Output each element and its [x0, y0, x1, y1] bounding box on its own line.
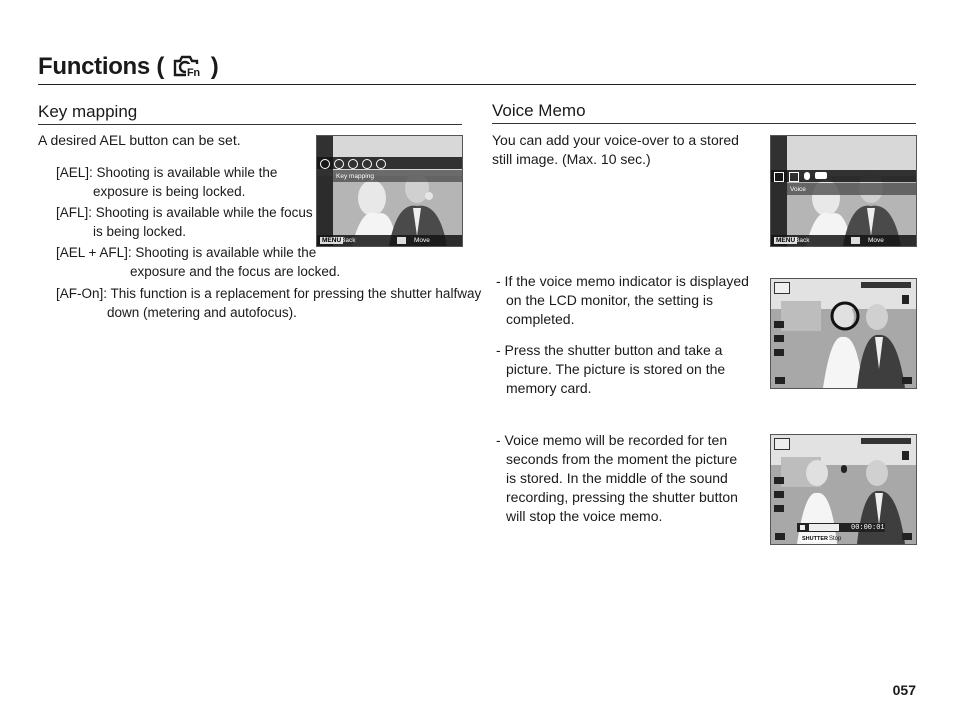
- voice-memo-divider: [492, 123, 916, 124]
- menu-icon: [775, 533, 785, 540]
- delete-icon: [902, 533, 912, 540]
- microphone-icon: [841, 465, 847, 473]
- menu-label-bar: [787, 183, 916, 195]
- option-icon[interactable]: [789, 172, 799, 182]
- intro-line2: still image. (Max. 10 sec.): [492, 151, 651, 167]
- bullet3-line2: seconds from the moment the picture: [506, 451, 738, 467]
- menu-label: Voice: [790, 186, 806, 193]
- delete-icon: [902, 377, 912, 384]
- bullet1-line3: completed.: [506, 311, 575, 327]
- menu-button[interactable]: MENU: [322, 237, 342, 244]
- back-label: Back: [341, 237, 356, 244]
- title-divider: [38, 84, 916, 85]
- ael-option-icon[interactable]: [320, 159, 330, 169]
- ael-line2: exposure is being locked.: [93, 184, 246, 199]
- wedding-photo: [771, 279, 916, 388]
- bullet3-line1: - Voice memo will be recorded for ten: [496, 432, 728, 448]
- option-icon[interactable]: [774, 172, 784, 182]
- status-icons: [861, 438, 911, 444]
- bullet3-line4: recording, pressing the shutter button: [506, 489, 738, 505]
- bullet3-line5: will stop the voice memo.: [506, 508, 663, 524]
- dpad-icon: [397, 237, 406, 244]
- back-label: Back: [795, 237, 810, 244]
- voice-memo-intro: [492, 131, 739, 169]
- microphone-icon[interactable]: [804, 172, 810, 180]
- mode-icon: [774, 282, 790, 294]
- voice-indicator-lcd-image: [770, 278, 917, 389]
- side-icon: [774, 335, 784, 342]
- intro-line1: You can add your voice-over to a stored: [492, 132, 739, 148]
- side-icon: [774, 477, 784, 484]
- af-on-option-icon[interactable]: [362, 159, 372, 169]
- key-mapping-heading: Key mapping: [38, 102, 138, 121]
- list-item-af-on: [56, 284, 481, 322]
- bullet-indicator: [496, 272, 749, 329]
- page-title: [38, 52, 218, 85]
- afl-line1: [AFL]: Shooting is available while the focus: [56, 205, 313, 220]
- bullet-take-picture: [496, 341, 725, 398]
- stop-label: Stop: [829, 536, 842, 542]
- title-prefix: Functions (: [38, 53, 165, 80]
- page-number: 057: [892, 682, 916, 698]
- bullet2-line1: - Press the shutter button and take a: [496, 342, 723, 358]
- list-item-ael-afl: [56, 243, 340, 281]
- bullet2-line2: picture. The picture is stored on the: [506, 361, 726, 377]
- af-on-line2: down (metering and autofocus).: [107, 305, 297, 320]
- svg-text:Fn: Fn: [187, 67, 201, 78]
- menu-icon: [775, 377, 785, 384]
- side-icon: [774, 505, 784, 512]
- title-suffix: ): [210, 53, 219, 80]
- option-5-icon[interactable]: [376, 159, 386, 169]
- mode-icon: [774, 438, 790, 450]
- move-label: Move: [414, 237, 430, 244]
- list-item-ael: [56, 163, 277, 201]
- shutter-button[interactable]: SHUTTER: [802, 536, 828, 542]
- record-icon: [800, 525, 805, 530]
- flash-icon: [902, 451, 909, 460]
- key-options: [320, 159, 386, 169]
- voice-memo-heading: Voice Memo: [492, 101, 586, 120]
- voice-options: [774, 172, 827, 182]
- dpad-icon: [851, 237, 860, 244]
- key-mapping-divider: [38, 124, 462, 125]
- voice-recording-lcd-image: [770, 434, 917, 545]
- key-mapping-intro: A desired AEL button can be set.: [38, 132, 241, 148]
- status-icons: [861, 282, 911, 288]
- bullet-recording: [496, 431, 738, 526]
- menu-button[interactable]: MENU: [776, 237, 796, 244]
- menu-label: Key mapping: [336, 173, 374, 180]
- move-label: Move: [868, 237, 884, 244]
- voice-menu-lcd-image: [770, 135, 917, 247]
- af-on-line1: [AF-On]: This function is a replacement for pressing the shutter halfway: [56, 286, 482, 301]
- wedding-photo: [317, 136, 462, 246]
- bullet2-line3: memory card.: [506, 380, 592, 396]
- ael-afl-line2: exposure and the focus are locked.: [130, 264, 341, 279]
- bullet1-line2: on the LCD monitor, the setting is: [506, 292, 713, 308]
- camera-fn-icon: [172, 52, 202, 85]
- off-icon[interactable]: [815, 172, 827, 179]
- key-mapping-lcd-image: [316, 135, 463, 247]
- progress-track: [809, 524, 839, 531]
- ael-line1: [AEL]: Shooting is available while the: [56, 165, 278, 180]
- left-icon-column: [771, 136, 787, 246]
- timer-display: 00:00:01: [851, 524, 885, 532]
- afl-line2: is being locked.: [93, 224, 187, 239]
- left-icon-column: [317, 136, 333, 246]
- flash-icon: [902, 295, 909, 304]
- afl-option-icon[interactable]: [334, 159, 344, 169]
- side-icon: [774, 349, 784, 356]
- side-icon: [774, 491, 784, 498]
- side-icon: [774, 321, 784, 328]
- list-item-afl: [56, 203, 313, 241]
- bullet1-line1: - If the voice memo indicator is displayed: [496, 273, 749, 289]
- ael-afl-option-icon[interactable]: [348, 159, 358, 169]
- bullet3-line3: is stored. In the middle of the sound: [506, 470, 728, 486]
- ael-afl-line1: [AEL + AFL]: Shooting is available while the: [56, 245, 317, 260]
